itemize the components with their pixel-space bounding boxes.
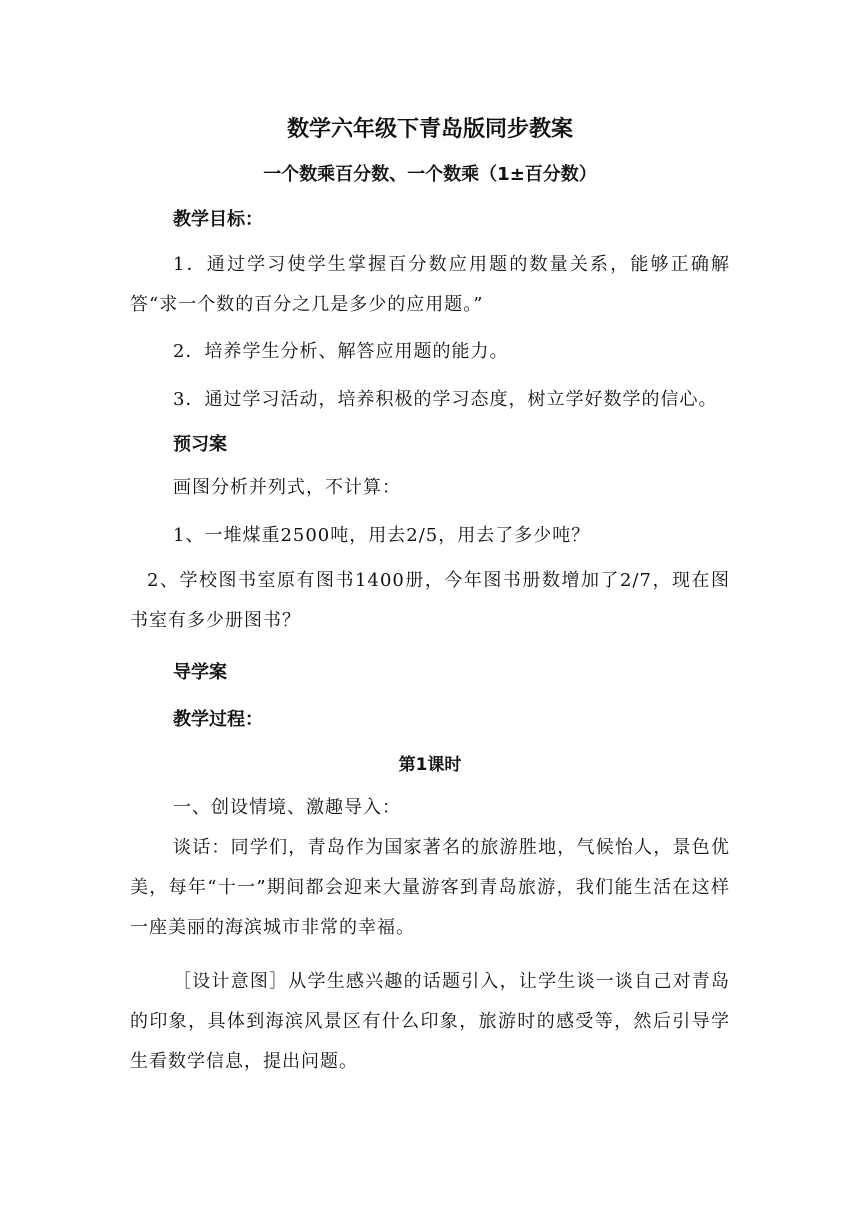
talk-paragraph: 谈话：同学们，青岛作为国家著名的旅游胜地，气候怡人，景色优美，每年“十一”期间都会迎来大量游客到青岛旅游，我们能生活在这样一座美丽的海滨城市非常的幸福。 [130, 837, 730, 938]
preview-intro: 画图分析并列式，不计算： [173, 477, 401, 498]
process-heading: 教学过程： [173, 709, 263, 730]
goal-1-paragraph: 1．通过学习使学生掌握百分数应用题的数量关系，能够正确解答“求一个数的百分之几是多少的应用题。” [130, 254, 730, 315]
goal-3-paragraph: 3．通过学习活动，培养积极的学习态度，树立学好数学的信心。 [173, 389, 718, 410]
document-title: 数学六年级下青岛版同步教案 [286, 117, 573, 142]
lesson-label: 第1课时 [398, 755, 462, 775]
goals-heading: 教学目标： [173, 209, 263, 230]
preview-heading: 预习案 [173, 434, 227, 455]
goal-2-paragraph: 2．培养学生分析、解答应用题的能力。 [173, 341, 509, 362]
preview-question-1: 1、一堆煤重2500吨，用去2/5，用去了多少吨？ [173, 525, 591, 546]
section-1-heading: 一、创设情境、激趣导入： [173, 797, 401, 818]
guide-heading: 导学案 [173, 662, 227, 683]
preview-question-2: 2、学校图书室原有图书1400册，今年图书册数增加了2/7，现在图书室有多少册图书？ [130, 570, 730, 631]
document-subtitle: 一个数乘百分数、一个数乘（1±百分数） [263, 164, 597, 185]
design-intent-paragraph: ［设计意图］从学生感兴趣的话题引入，让学生谈一谈自己对青岛的印象，具体到海滨风景区有什么印象，旅游时的感受等，然后引导学生看数学信息，提出问题。 [130, 971, 730, 1072]
